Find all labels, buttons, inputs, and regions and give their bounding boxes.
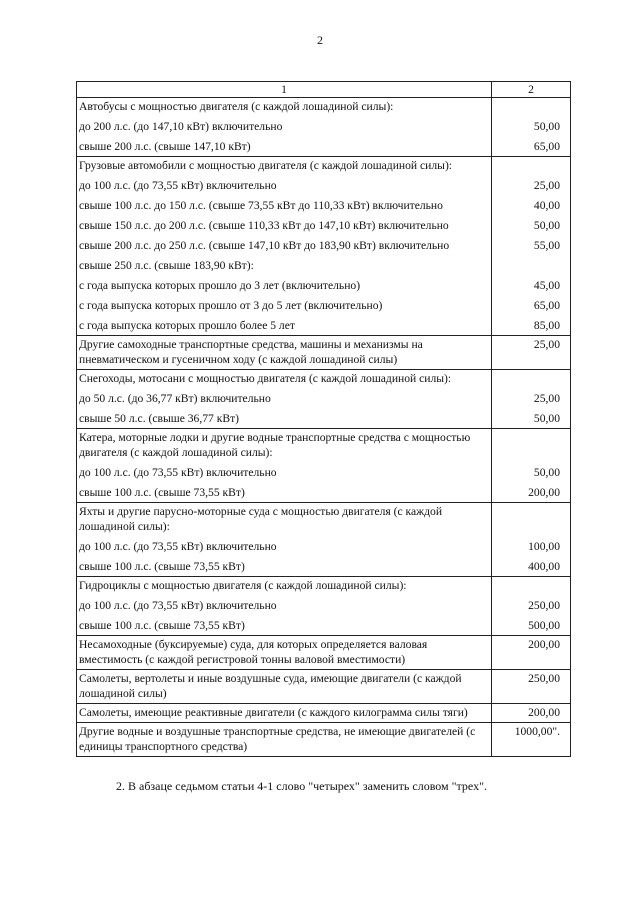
- row-label: свыше 100 л.с. до 150 л.с. (свыше 73,55 кВт до 110,33 кВт) включительно: [77, 195, 492, 215]
- table-row: [77, 175, 571, 195]
- group-title: Автобусы с мощностью двигателя (с каждой лошадиной силы):: [77, 98, 492, 117]
- group-title: Другие самоходные транспортные средства, машины и механизмы на пневматическом и гусеничном ходу (с каждой лошадиной силы): [77, 336, 492, 370]
- row-label: до 50 л.с. (до 36,77 кВт) включительно: [77, 388, 492, 408]
- group-rate: 1000,00".: [492, 723, 571, 757]
- group-rate: 25,00: [492, 336, 571, 370]
- group-title: Снегоходы, мотосани с мощностью двигателя (с каждой лошадиной силы):: [77, 370, 492, 389]
- group-title: Яхты и другие парусно-моторные суда с мощностью двигателя (с каждой лошадиной силы):: [77, 503, 492, 537]
- group-title-row: [77, 723, 571, 757]
- row-label: с года выпуска которых прошло от 3 до 5 лет (включительно): [77, 295, 492, 315]
- group-title-row: [77, 336, 571, 370]
- table-row: [77, 388, 571, 408]
- group-rate: [492, 370, 571, 389]
- row-label: свыше 150 л.с. до 200 л.с. (свыше 110,33 кВт до 147,10 кВт) включительно: [77, 215, 492, 235]
- row-label: до 100 л.с. (до 73,55 кВт) включительно: [77, 175, 492, 195]
- group-title: Несамоходные (буксируемые) суда, для которых определяется валовая вместимость (с каждой регистровой тонны валовой вместимости): [77, 636, 492, 670]
- group-title-row: [77, 157, 571, 176]
- row-label: свыше 100 л.с. (свыше 73,55 кВт): [77, 556, 492, 577]
- group-title: Другие водные и воздушные транспортные средства, не имеющие двигателей (с единицы транспортного средства): [77, 723, 492, 757]
- group-title: Самолеты, вертолеты и иные воздушные суда, имеющие двигатели (с каждой лошадиной силы): [77, 670, 492, 704]
- table-row: [77, 556, 571, 577]
- group-title-row: [77, 577, 571, 596]
- group-title-row: [77, 670, 571, 704]
- group-rate: [492, 98, 571, 117]
- group-title-row: [77, 429, 571, 463]
- row-rate: 250,00: [492, 595, 571, 615]
- row-rate: 85,00: [492, 315, 571, 336]
- page-number: 2: [317, 33, 323, 47]
- row-label: свыше 200 л.с. (свыше 147,10 кВт): [77, 136, 492, 157]
- table-header-row: [77, 82, 571, 98]
- group-rate: [492, 429, 571, 463]
- group-rate: 200,00: [492, 636, 571, 670]
- table-row: [77, 408, 571, 429]
- row-label: свыше 100 л.с. (свыше 73,55 кВт): [77, 482, 492, 503]
- group-title-row: [77, 636, 571, 670]
- row-rate: 25,00: [492, 388, 571, 408]
- row-rate: 50,00: [492, 215, 571, 235]
- row-rate: 50,00: [492, 462, 571, 482]
- row-rate: 200,00: [492, 482, 571, 503]
- row-label: до 200 л.с. (до 147,10 кВт) включительно: [77, 116, 492, 136]
- table-row: [77, 595, 571, 615]
- row-rate: 100,00: [492, 536, 571, 556]
- table-row: [77, 536, 571, 556]
- group-title-row: [77, 98, 571, 117]
- table-row: [77, 482, 571, 503]
- table-row: [77, 295, 571, 315]
- group-rate: 200,00: [492, 704, 571, 723]
- row-rate: 65,00: [492, 295, 571, 315]
- row-label: свыше 50 л.с. (свыше 36,77 кВт): [77, 408, 492, 429]
- row-label: свыше 200 л.с. до 250 л.с. (свыше 147,10 кВт до 183,90 кВт) включительно: [77, 235, 492, 255]
- row-label: до 100 л.с. (до 73,55 кВт) включительно: [77, 595, 492, 615]
- amendment-note: 2. В абзаце седьмом статьи 4-1 слово "четырех" заменить словом "трех".: [116, 779, 487, 793]
- table-row: [77, 195, 571, 215]
- group-rate: [492, 577, 571, 596]
- group-title: Грузовые автомобили с мощностью двигателя (с каждой лошадиной силы):: [77, 157, 492, 176]
- row-label: до 100 л.с. (до 73,55 кВт) включительно: [77, 536, 492, 556]
- row-label: с года выпуска которых прошло до 3 лет (включительно): [77, 275, 492, 295]
- group-rate: 250,00: [492, 670, 571, 704]
- row-rate: 45,00: [492, 275, 571, 295]
- group-rate: [492, 503, 571, 537]
- column-header-2: 2: [492, 82, 571, 98]
- group-title-row: [77, 503, 571, 537]
- group-title-row: [77, 704, 571, 723]
- table-row: [77, 315, 571, 336]
- table-row: [77, 275, 571, 295]
- table-row: [77, 235, 571, 255]
- table-body: [77, 98, 571, 757]
- row-label: до 100 л.с. (до 73,55 кВт) включительно: [77, 462, 492, 482]
- row-rate: 50,00: [492, 408, 571, 429]
- group-title-row: [77, 370, 571, 389]
- table-row: [77, 462, 571, 482]
- group-title: Катера, моторные лодки и другие водные транспортные средства с мощностью двигателя (с каждой лошадиной силы):: [77, 429, 492, 463]
- table-row: [77, 615, 571, 636]
- row-rate: 25,00: [492, 175, 571, 195]
- row-label: с года выпуска которых прошло более 5 лет: [77, 315, 492, 336]
- table-row: [77, 255, 571, 275]
- row-rate: [492, 255, 571, 275]
- group-title: Гидроциклы с мощностью двигателя (с каждой лошадиной силы):: [77, 577, 492, 596]
- tax-rates-table: [76, 81, 571, 757]
- row-rate: 40,00: [492, 195, 571, 215]
- group-rate: [492, 157, 571, 176]
- row-rate: 50,00: [492, 116, 571, 136]
- table-row: [77, 136, 571, 157]
- column-header-1: 1: [77, 82, 492, 98]
- row-rate: 500,00: [492, 615, 571, 636]
- row-rate: 400,00: [492, 556, 571, 577]
- row-rate: 55,00: [492, 235, 571, 255]
- row-rate: 65,00: [492, 136, 571, 157]
- row-label: свыше 100 л.с. (свыше 73,55 кВт): [77, 615, 492, 636]
- row-label: свыше 250 л.с. (свыше 183,90 кВт):: [77, 255, 492, 275]
- table-row: [77, 215, 571, 235]
- group-title: Самолеты, имеющие реактивные двигатели (с каждого килограмма силы тяги): [77, 704, 492, 723]
- table-row: [77, 116, 571, 136]
